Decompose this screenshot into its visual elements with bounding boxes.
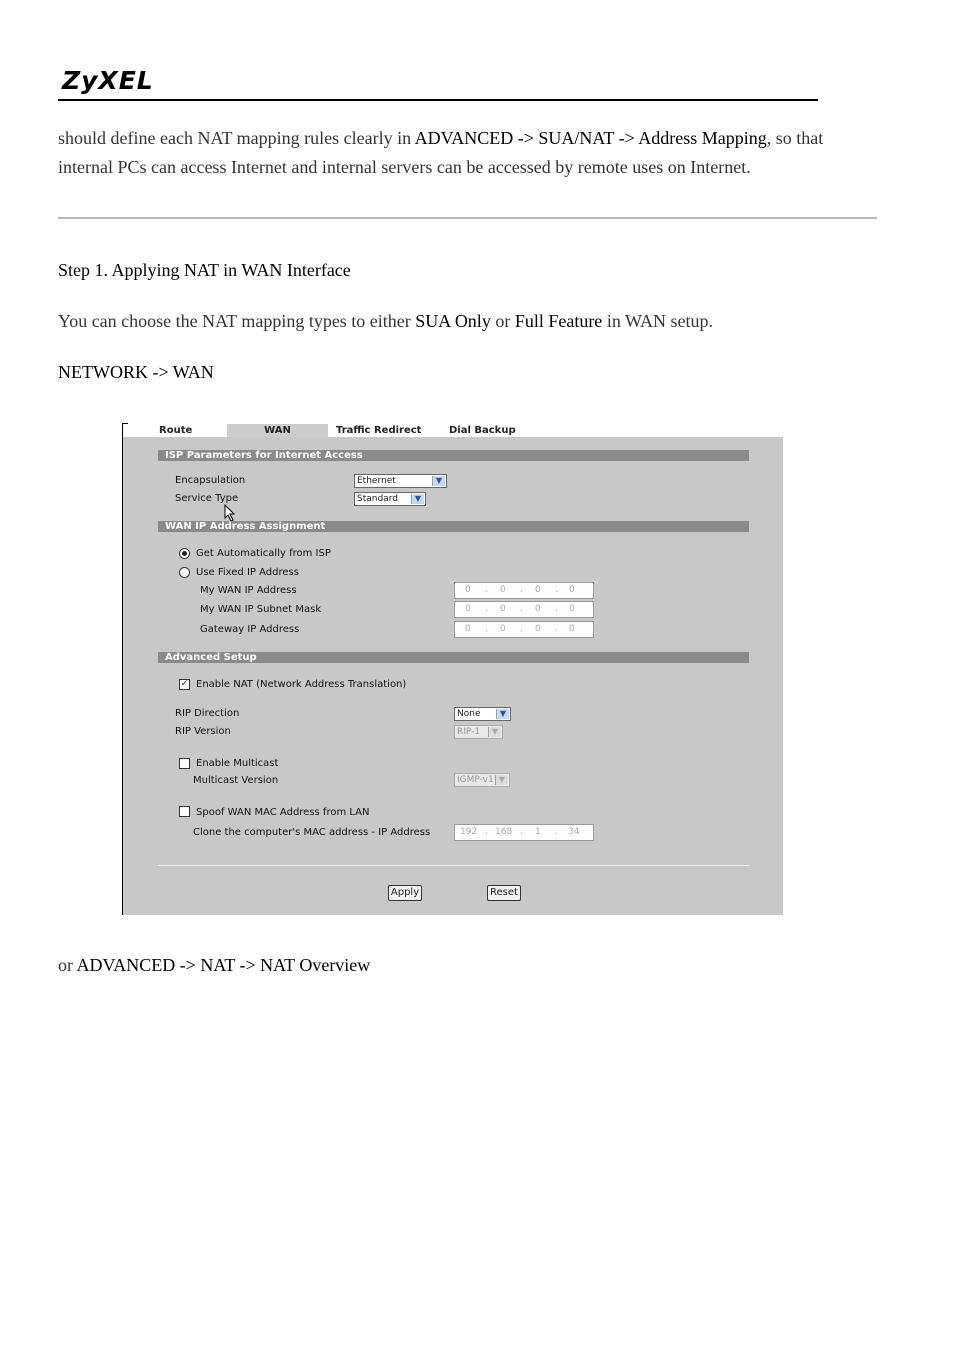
- chevron-down-icon: ▼: [496, 709, 509, 719]
- my-wan-ip-input[interactable]: 0 . 0 . 0 . 0: [454, 582, 594, 599]
- gateway-ip-label: Gateway IP Address: [200, 624, 300, 635]
- service-type-label: Service Type: [175, 493, 239, 504]
- multicast-version-label: Multicast Version: [193, 775, 279, 786]
- enable-multicast-label: Enable Multicast: [196, 758, 279, 769]
- step1-text-e: in WAN setup.: [602, 311, 713, 331]
- section-divider: [58, 217, 877, 219]
- wan-ip-section-header: WAN IP Address Assignment: [158, 521, 749, 532]
- intro-paragraph: [58, 124, 823, 182]
- subnet-mask-label: My WAN IP Subnet Mask: [200, 604, 322, 615]
- advanced-section-header: Advanced Setup: [158, 652, 749, 663]
- clone-ip-input[interactable]: 192 . 168 . 1 . 34: [454, 824, 594, 841]
- encapsulation-select[interactable]: [354, 474, 447, 488]
- enable-nat-checkbox[interactable]: ✓: [180, 679, 189, 689]
- get-auto-radio[interactable]: [179, 548, 190, 559]
- intro-text-3: internal PCs can access Internet and internal servers can be accessed by remote uses on Internet.: [58, 157, 751, 177]
- wan-config-screenshot: [122, 423, 783, 915]
- form-separator: [158, 865, 749, 866]
- use-fixed-radio[interactable]: [179, 567, 190, 578]
- isp-section-header: ISP Parameters for Internet Access: [158, 450, 749, 461]
- tab-route[interactable]: Route: [155, 424, 227, 437]
- screenshot-border-top: [122, 423, 128, 424]
- chevron-down-icon: ▼: [495, 775, 508, 785]
- zyxel-logo: ZyXEL: [62, 66, 154, 95]
- intro-text-2: , so that: [766, 128, 824, 148]
- rip-direction-label: RIP Direction: [175, 708, 240, 719]
- multicast-version-select[interactable]: [454, 773, 510, 787]
- network-wan-path: NETWORK -> WAN: [58, 362, 214, 382]
- intro-text-1: should define each NAT mapping rules clearly in: [58, 128, 415, 148]
- my-wan-ip-label: My WAN IP Address: [200, 585, 297, 596]
- subnet-mask-input[interactable]: 0 . 0 . 0 . 0: [454, 601, 594, 618]
- footer-text-or: or: [58, 955, 77, 975]
- full-feature-term: Full Feature: [514, 311, 603, 331]
- enable-multicast-checkbox[interactable]: [179, 758, 190, 769]
- apply-button[interactable]: Apply: [388, 885, 422, 901]
- tab-dial-backup[interactable]: Dial Backup: [445, 424, 531, 437]
- multicast-version-value: IGMP-v1: [457, 775, 494, 785]
- wan-form-panel: [123, 437, 783, 915]
- get-auto-label: Get Automatically from ISP: [196, 548, 331, 559]
- spoof-mac-checkbox[interactable]: [179, 806, 190, 817]
- encapsulation-label: Encapsulation: [175, 475, 246, 486]
- chevron-down-icon: ▼: [411, 494, 424, 504]
- rip-version-label: RIP Version: [175, 726, 231, 737]
- rip-direction-value: None: [457, 709, 481, 719]
- mouse-cursor-icon: [224, 504, 236, 522]
- spoof-mac-label: Spoof WAN MAC Address from LAN: [196, 807, 370, 818]
- enable-nat-label: Enable NAT (Network Address Translation): [196, 679, 407, 690]
- chevron-down-icon: ▼: [432, 476, 445, 486]
- step1-text: [58, 307, 713, 336]
- step1-text-c: or: [490, 311, 515, 331]
- rip-version-select[interactable]: [454, 725, 503, 739]
- encapsulation-value: Ethernet: [357, 476, 396, 486]
- sua-only-term: SUA Only: [415, 311, 491, 331]
- rip-version-value: RIP-1: [457, 727, 481, 737]
- header-rule: [58, 99, 818, 101]
- reset-button[interactable]: Reset: [487, 885, 521, 901]
- clone-mac-label: Clone the computer's MAC address - IP Address: [193, 827, 431, 838]
- tab-traffic-redirect[interactable]: Traffic Redirect: [332, 424, 430, 437]
- step1-heading: Step 1. Applying NAT in WAN Interface: [58, 260, 351, 280]
- tab-wan[interactable]: WAN: [227, 424, 328, 437]
- footer-line: [58, 951, 370, 980]
- step1-text-a: You can choose the NAT mapping types to either: [58, 311, 416, 331]
- service-type-value: Standard: [357, 494, 398, 504]
- intro-menu-path: ADVANCED -> SUA/NAT -> Address Mapping: [414, 128, 767, 148]
- chevron-down-icon: ▼: [488, 727, 501, 737]
- service-type-select[interactable]: [354, 492, 426, 506]
- use-fixed-label: Use Fixed IP Address: [196, 567, 299, 578]
- rip-direction-select[interactable]: [454, 707, 511, 721]
- gateway-ip-input[interactable]: 0 . 0 . 0 . 0: [454, 621, 594, 638]
- nat-overview-path: ADVANCED -> NAT -> NAT Overview: [76, 955, 371, 975]
